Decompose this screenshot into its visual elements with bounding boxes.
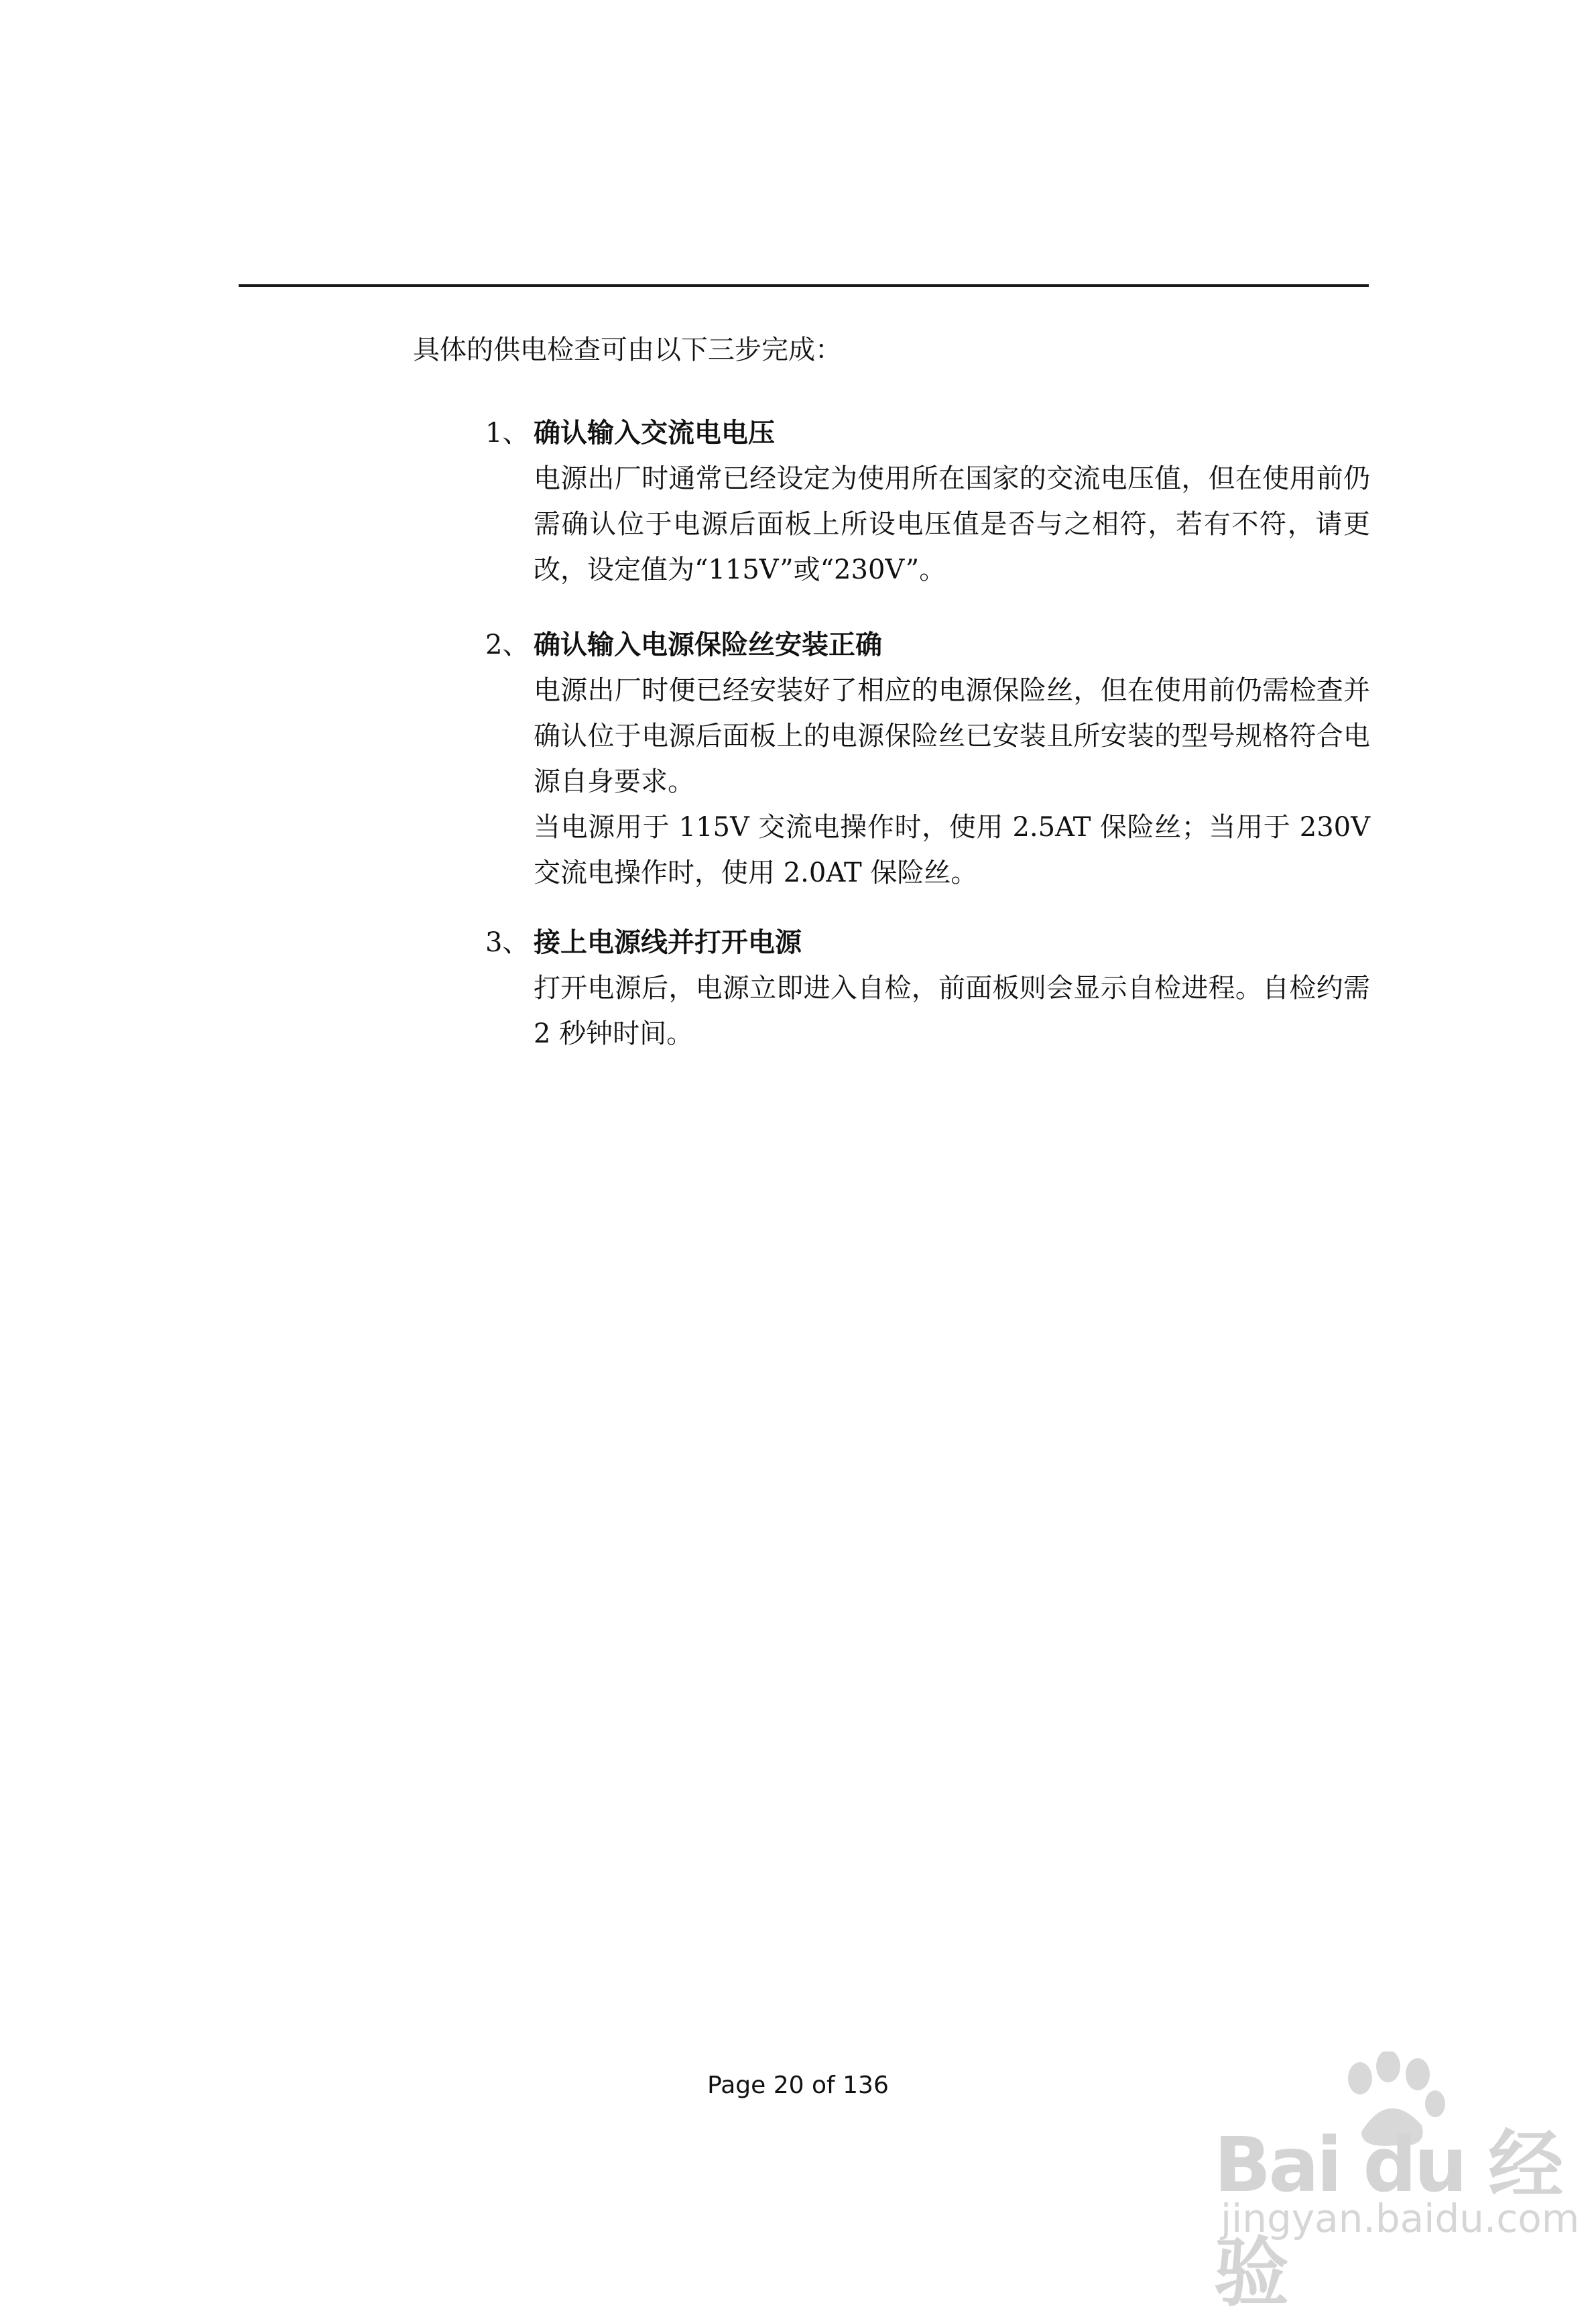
section-heading bbox=[485, 920, 1370, 965]
watermark-url: jingyan.baidu.com bbox=[1221, 2196, 1580, 2241]
section-body bbox=[534, 456, 1370, 593]
section-paragraph: 打开电源后，电源立即进入自检，前面板则会显示自检进程。自检约需 2 秒钟时间。 bbox=[534, 973, 1370, 1049]
section-body bbox=[534, 965, 1370, 1057]
section-3 bbox=[485, 920, 1370, 1057]
section-title: 接上电源线并打开电源 bbox=[534, 927, 802, 958]
section-number: 2、 bbox=[485, 630, 530, 660]
section-body bbox=[534, 668, 1370, 896]
section-number: 1、 bbox=[485, 418, 530, 449]
section-number: 3、 bbox=[485, 927, 530, 958]
intro-text: 具体的供电检查可由以下三步完成： bbox=[413, 335, 842, 365]
section-paragraph: 电源出厂时便已经安装好了相应的电源保险丝，但在使用前仍需检查并确认位于电源后面板上的电源保险丝已安装且所安装的型号规格符合电源自身要求。 bbox=[534, 675, 1370, 797]
section-title: 确认输入电源保险丝安装正确 bbox=[534, 629, 882, 660]
section-heading bbox=[485, 622, 1370, 668]
section-heading bbox=[485, 410, 1370, 456]
header-rule bbox=[239, 284, 1369, 287]
watermark-brand: Bai du 经验 bbox=[1214, 2122, 1561, 2317]
section-title: 确认输入交流电电压 bbox=[534, 417, 775, 449]
section-1 bbox=[485, 410, 1370, 593]
section-2 bbox=[485, 622, 1370, 896]
page-number: Page 20 of 136 bbox=[707, 2072, 889, 2099]
section-paragraph: 当电源用于 115V 交流电操作时，使用 2.5AT 保险丝；当用于 230V 交流电操作时，使用 2.0AT 保险丝。 bbox=[534, 812, 1370, 888]
baidu-watermark bbox=[1174, 2051, 1580, 2317]
section-paragraph: 电源出厂时通常已经设定为使用所在国家的交流电压值，但在使用前仍需确认位于电源后面板上所设电压值是否与之相符，若有不符，请更改，设定值为“115V”或“230V”。 bbox=[534, 463, 1370, 585]
